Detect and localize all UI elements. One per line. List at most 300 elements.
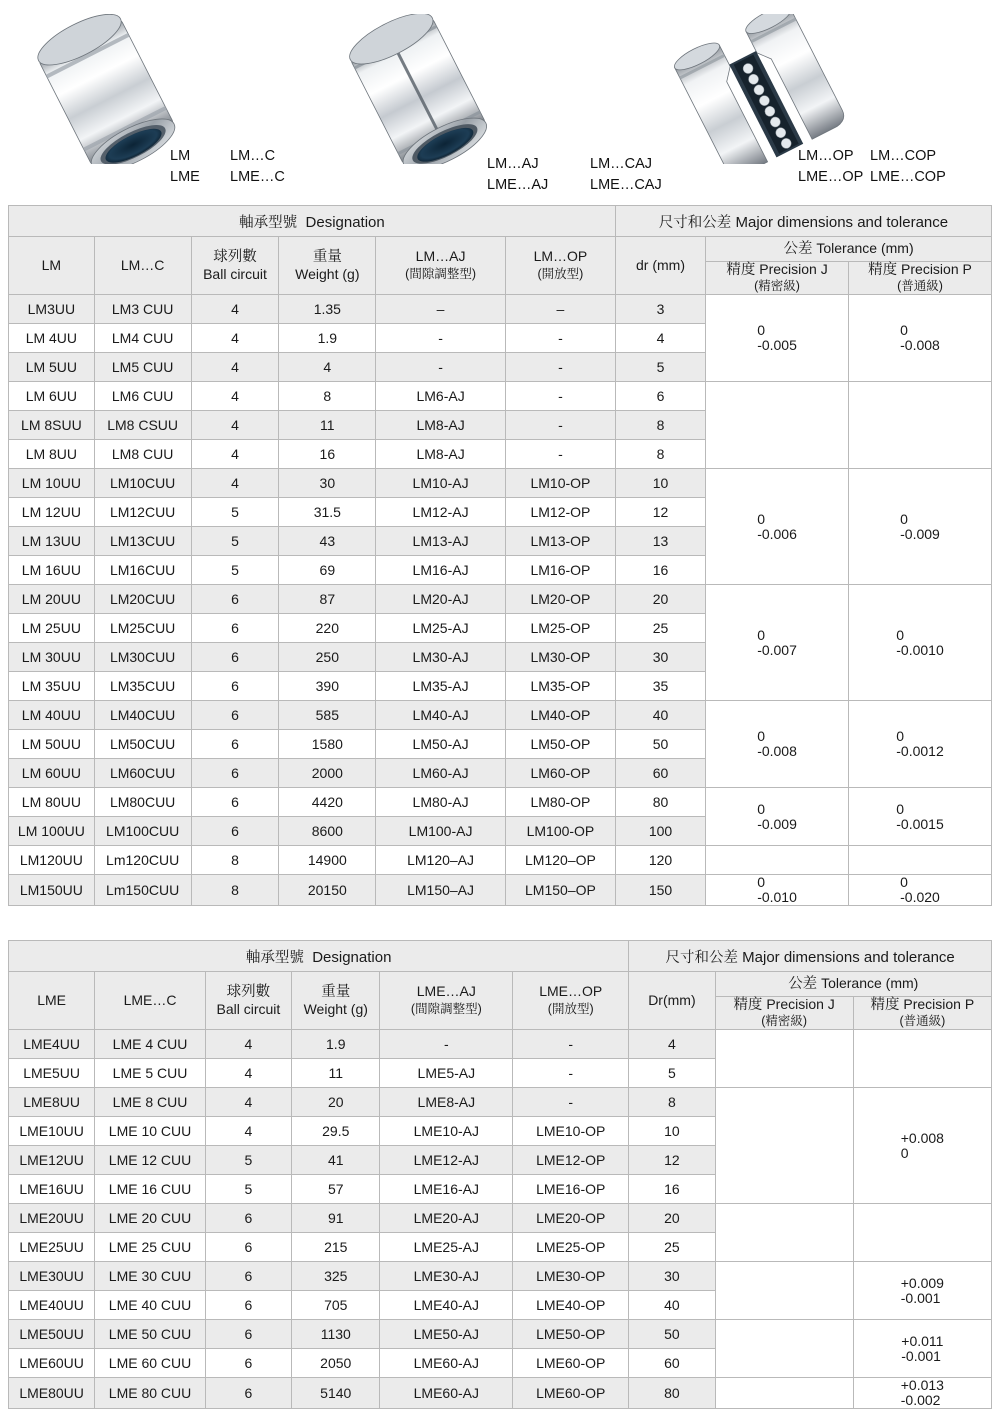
label-lm-op: LM…OP xyxy=(798,148,854,164)
cell-dr: 60 xyxy=(615,759,705,788)
table-row xyxy=(9,1204,992,1233)
cell-op: LM10-OP xyxy=(505,469,615,498)
cell-aj: LME60-AJ xyxy=(380,1378,513,1409)
cell-lmc: LM3 CUU xyxy=(94,295,191,324)
lm-column-header-row xyxy=(9,237,992,262)
cell-dr: 12 xyxy=(615,498,705,527)
cell-weight: 2050 xyxy=(292,1349,380,1378)
label-lme-aj: LME…AJ xyxy=(487,177,549,193)
cell-lmc: LM20CUU xyxy=(94,585,191,614)
cell-lmec: LME 20 CUU xyxy=(95,1204,206,1233)
cell-op: LM13-OP xyxy=(505,527,615,556)
cell-lmec: LME 5 CUU xyxy=(95,1059,206,1088)
cell-dr: 6 xyxy=(615,382,705,411)
cell-precision-p: 0 -0.0015 xyxy=(849,788,992,846)
cell-lm: LM150UU xyxy=(9,875,95,906)
cell-dr: 60 xyxy=(629,1349,715,1378)
cell-op: - xyxy=(505,382,615,411)
cell-precision-j xyxy=(706,846,849,875)
cell-aj: LM150–AJ xyxy=(376,875,506,906)
cell-weight: 215 xyxy=(292,1233,380,1262)
cell-weight: 57 xyxy=(292,1175,380,1204)
cell-lme: LME4UU xyxy=(9,1030,95,1059)
cell-ball: 4 xyxy=(205,1059,291,1088)
cell-op: LM80-OP xyxy=(505,788,615,817)
cell-aj: LM12-AJ xyxy=(376,498,506,527)
cell-lme: LME40UU xyxy=(9,1291,95,1320)
cell-dr: 50 xyxy=(629,1320,715,1349)
cell-lmc: Lm120CUU xyxy=(94,846,191,875)
cell-precision-j xyxy=(715,1378,853,1409)
table-row xyxy=(9,1030,992,1059)
cell-dr: 25 xyxy=(615,614,705,643)
cell-ball: 6 xyxy=(191,759,279,788)
cell-op: LM50-OP xyxy=(505,730,615,759)
cell-lmc: LM80CUU xyxy=(94,788,191,817)
cell-weight: 11 xyxy=(279,411,376,440)
cell-lmc: LM16CUU xyxy=(94,556,191,585)
table-row xyxy=(9,382,992,411)
cell-dr: 40 xyxy=(629,1291,715,1320)
cell-aj: LME30-AJ xyxy=(380,1262,513,1291)
cell-ball: 4 xyxy=(191,382,279,411)
col-aj: LM…AJ (間隙調整型) xyxy=(376,237,506,295)
cell-lmc: LM35CUU xyxy=(94,672,191,701)
cell-op: - xyxy=(505,440,615,469)
cell-lmc: LM5 CUU xyxy=(94,353,191,382)
lm-specification-table xyxy=(8,205,992,906)
cell-op: LM20-OP xyxy=(505,585,615,614)
cell-op: LME50-OP xyxy=(513,1320,629,1349)
cell-op: LME60-OP xyxy=(513,1378,629,1409)
cell-weight: 8600 xyxy=(279,817,376,846)
cell-lm: LM 35UU xyxy=(9,672,95,701)
cell-weight: 1.9 xyxy=(279,324,376,353)
cell-precision-j: 0 -0.009 xyxy=(706,788,849,846)
cell-lme: LME30UU xyxy=(9,1262,95,1291)
cell-precision-j xyxy=(706,382,849,469)
col-lme-c: LME…C xyxy=(95,972,206,1030)
cell-weight: 11 xyxy=(292,1059,380,1088)
cell-lmc: LM40CUU xyxy=(94,701,191,730)
cell-lmec: LME 30 CUU xyxy=(95,1262,206,1291)
cell-op: LME10-OP xyxy=(513,1117,629,1146)
cell-ball: 6 xyxy=(191,614,279,643)
cell-lmec: LME 8 CUU xyxy=(95,1088,206,1117)
col-weight: 重量 Weight (g) xyxy=(279,237,376,295)
table-row xyxy=(9,1262,992,1291)
cell-precision-p: 0 -0.008 xyxy=(849,295,992,382)
cell-dr: 12 xyxy=(629,1146,715,1175)
cell-aj: LM35-AJ xyxy=(376,672,506,701)
cell-ball: 6 xyxy=(205,1262,291,1291)
col-aj: LME…AJ (間隙調整型) xyxy=(380,972,513,1030)
cell-precision-p xyxy=(853,1030,991,1088)
cell-weight: 14900 xyxy=(279,846,376,875)
cell-aj: LM120–AJ xyxy=(376,846,506,875)
cell-ball: 6 xyxy=(191,585,279,614)
cell-ball: 8 xyxy=(191,846,279,875)
cell-lme: LME16UU xyxy=(9,1175,95,1204)
adjustable-bearing-labels xyxy=(487,154,662,196)
cell-op: LM60-OP xyxy=(505,759,615,788)
table-row xyxy=(9,1320,992,1349)
cell-ball: 4 xyxy=(205,1088,291,1117)
lm-group-header-row xyxy=(9,206,992,237)
label-lm-cop: LM…COP xyxy=(870,148,937,164)
cell-op: LM30-OP xyxy=(505,643,615,672)
cell-lm: LM 10UU xyxy=(9,469,95,498)
cell-weight: 4 xyxy=(279,353,376,382)
cell-dr: 100 xyxy=(615,817,705,846)
cell-precision-p: 0 -0.020 xyxy=(849,875,992,906)
label-lm-aj: LM…AJ xyxy=(487,156,539,172)
cell-weight: 69 xyxy=(279,556,376,585)
cell-dr: 8 xyxy=(629,1088,715,1117)
cell-weight: 8 xyxy=(279,382,376,411)
cell-dr: 4 xyxy=(615,324,705,353)
cell-op: LM150–OP xyxy=(505,875,615,906)
cell-dr: 5 xyxy=(615,353,705,382)
col-precision-p: 精度 Precision P (普通級) xyxy=(849,262,992,295)
cell-lmec: LME 16 CUU xyxy=(95,1175,206,1204)
table-row xyxy=(9,469,992,498)
cell-lme: LME12UU xyxy=(9,1146,95,1175)
cell-op: LME12-OP xyxy=(513,1146,629,1175)
cell-lme: LME60UU xyxy=(9,1349,95,1378)
cell-ball: 6 xyxy=(191,730,279,759)
cell-lm: LM 40UU xyxy=(9,701,95,730)
cell-aj: LM8-AJ xyxy=(376,440,506,469)
cell-lmc: LM8 CSUU xyxy=(94,411,191,440)
table-row xyxy=(9,585,992,614)
cell-weight: 220 xyxy=(279,614,376,643)
label-lm-c: LM…C xyxy=(230,148,276,164)
cell-dr: 50 xyxy=(615,730,705,759)
cell-precision-j xyxy=(715,1262,853,1320)
cell-aj: - xyxy=(380,1030,513,1059)
cell-dr: 4 xyxy=(629,1030,715,1059)
cell-op: - xyxy=(505,324,615,353)
cell-weight: 41 xyxy=(292,1146,380,1175)
adjustable-bearing-image xyxy=(330,14,525,164)
table-row xyxy=(9,1378,992,1409)
cell-ball: 6 xyxy=(205,1378,291,1409)
cell-ball: 6 xyxy=(205,1291,291,1320)
cell-lme: LME25UU xyxy=(9,1233,95,1262)
cell-ball: 4 xyxy=(205,1117,291,1146)
cell-dr: 16 xyxy=(629,1175,715,1204)
cell-ball: 4 xyxy=(205,1030,291,1059)
cell-dr: 40 xyxy=(615,701,705,730)
cell-weight: 1580 xyxy=(279,730,376,759)
col-precision-j: 精度 Precision J (精密級) xyxy=(706,262,849,295)
cell-precision-j xyxy=(715,1204,853,1262)
cell-aj: LME10-AJ xyxy=(380,1117,513,1146)
label-lm-caj: LM…CAJ xyxy=(590,156,653,172)
cell-weight: 29.5 xyxy=(292,1117,380,1146)
cell-op: LME60-OP xyxy=(513,1349,629,1378)
cell-dr: 120 xyxy=(615,846,705,875)
col-weight: 重量 Weight (g) xyxy=(292,972,380,1030)
cell-aj: LM40-AJ xyxy=(376,701,506,730)
cell-dr: 10 xyxy=(629,1117,715,1146)
cell-precision-j xyxy=(715,1088,853,1204)
cell-ball: 6 xyxy=(205,1349,291,1378)
cell-weight: 20150 xyxy=(279,875,376,906)
cell-aj: LM20-AJ xyxy=(376,585,506,614)
cell-lm: LM 6UU xyxy=(9,382,95,411)
cell-lme: LME10UU xyxy=(9,1117,95,1146)
closed-bearing-image xyxy=(22,14,212,164)
cell-op: LME16-OP xyxy=(513,1175,629,1204)
col-op: LM…OP (開放型) xyxy=(505,237,615,295)
cell-ball: 6 xyxy=(205,1320,291,1349)
cell-op: LME30-OP xyxy=(513,1262,629,1291)
cell-op: - xyxy=(513,1088,629,1117)
cell-op: LM120–OP xyxy=(505,846,615,875)
cell-aj: LM8-AJ xyxy=(376,411,506,440)
cell-lmc: LM60CUU xyxy=(94,759,191,788)
cell-weight: 1.35 xyxy=(279,295,376,324)
cell-aj: – xyxy=(376,295,506,324)
col-dr: dr (mm) xyxy=(615,237,705,295)
cell-op: LM25-OP xyxy=(505,614,615,643)
cell-lm: LM 20UU xyxy=(9,585,95,614)
cell-aj: LME5-AJ xyxy=(380,1059,513,1088)
cell-ball: 5 xyxy=(205,1146,291,1175)
cell-weight: 585 xyxy=(279,701,376,730)
cell-dr: 150 xyxy=(615,875,705,906)
cell-dr: 13 xyxy=(615,527,705,556)
col-lm-c: LM…C xyxy=(94,237,191,295)
cell-weight: 91 xyxy=(292,1204,380,1233)
cell-precision-p: 0 -0.0012 xyxy=(849,701,992,788)
cell-lm: LM 50UU xyxy=(9,730,95,759)
cell-lmc: LM10CUU xyxy=(94,469,191,498)
cell-lm: LM 13UU xyxy=(9,527,95,556)
cell-lm: LM 12UU xyxy=(9,498,95,527)
lm-designation-group: 軸承型號 Designation xyxy=(9,206,616,237)
cell-lm: LM 80UU xyxy=(9,788,95,817)
cell-aj: LM80-AJ xyxy=(376,788,506,817)
cell-aj: LME20-AJ xyxy=(380,1204,513,1233)
cell-aj: LME50-AJ xyxy=(380,1320,513,1349)
cell-dr: 80 xyxy=(629,1378,715,1409)
cell-dr: 30 xyxy=(629,1262,715,1291)
cell-dr: 3 xyxy=(615,295,705,324)
cell-weight: 16 xyxy=(279,440,376,469)
cell-dr: 20 xyxy=(615,585,705,614)
label-lme-op: LME…OP xyxy=(798,169,864,185)
label-lm: LM xyxy=(170,148,191,164)
cell-aj: LM25-AJ xyxy=(376,614,506,643)
cell-weight: 4420 xyxy=(279,788,376,817)
cell-lm: LM120UU xyxy=(9,846,95,875)
cell-ball: 6 xyxy=(205,1233,291,1262)
cell-ball: 4 xyxy=(191,440,279,469)
cell-ball: 5 xyxy=(191,527,279,556)
lme-column-header-row xyxy=(9,972,992,997)
cell-lm: LM 4UU xyxy=(9,324,95,353)
cell-lm: LM 60UU xyxy=(9,759,95,788)
cell-dr: 10 xyxy=(615,469,705,498)
cell-ball: 4 xyxy=(191,324,279,353)
cell-precision-p xyxy=(849,382,992,469)
cell-precision-p: 0 -0.009 xyxy=(849,469,992,585)
cell-dr: 16 xyxy=(615,556,705,585)
lme-group-header-row xyxy=(9,941,992,972)
cell-dr: 8 xyxy=(615,440,705,469)
lme-specification-table xyxy=(8,940,992,1409)
label-lme-cop: LME…COP xyxy=(870,169,946,185)
open-bearing-labels xyxy=(798,146,946,188)
cell-lm: LM 30UU xyxy=(9,643,95,672)
cell-op: - xyxy=(513,1030,629,1059)
cell-aj: LM50-AJ xyxy=(376,730,506,759)
cell-op: LME40-OP xyxy=(513,1291,629,1320)
cell-weight: 5140 xyxy=(292,1378,380,1409)
cell-dr: 35 xyxy=(615,672,705,701)
cell-aj: - xyxy=(376,353,506,382)
cell-weight: 31.5 xyxy=(279,498,376,527)
cell-aj: LM60-AJ xyxy=(376,759,506,788)
cell-lm: LM 100UU xyxy=(9,817,95,846)
cell-op: - xyxy=(505,353,615,382)
product-images xyxy=(0,0,1000,205)
cell-precision-p: +0.011 -0.001 xyxy=(853,1320,991,1378)
cell-weight: 250 xyxy=(279,643,376,672)
cell-op: LM35-OP xyxy=(505,672,615,701)
col-ball-circuit: 球列數 Ball circuit xyxy=(191,237,279,295)
cell-lme: LME20UU xyxy=(9,1204,95,1233)
cell-lmec: LME 60 CUU xyxy=(95,1349,206,1378)
col-tolerance-group: 公差 Tolerance (mm) xyxy=(706,237,992,262)
cell-lme: LME8UU xyxy=(9,1088,95,1117)
col-ball-circuit: 球列數 Ball circuit xyxy=(205,972,291,1030)
cell-op: LM100-OP xyxy=(505,817,615,846)
cell-weight: 43 xyxy=(279,527,376,556)
cell-aj: LM13-AJ xyxy=(376,527,506,556)
cell-op: LM16-OP xyxy=(505,556,615,585)
cell-ball: 6 xyxy=(191,817,279,846)
cell-aj: LME40-AJ xyxy=(380,1291,513,1320)
cell-lm: LM 25UU xyxy=(9,614,95,643)
cell-precision-p: +0.008 0 xyxy=(853,1088,991,1204)
cell-precision-j xyxy=(715,1030,853,1088)
cell-op: - xyxy=(513,1059,629,1088)
cell-weight: 1.9 xyxy=(292,1030,380,1059)
cell-lmc: LM25CUU xyxy=(94,614,191,643)
cell-weight: 325 xyxy=(292,1262,380,1291)
cell-weight: 87 xyxy=(279,585,376,614)
cell-lmec: LME 12 CUU xyxy=(95,1146,206,1175)
cell-op: LME25-OP xyxy=(513,1233,629,1262)
cell-op: – xyxy=(505,295,615,324)
cell-dr: 20 xyxy=(629,1204,715,1233)
col-dr: Dr(mm) xyxy=(629,972,715,1030)
cell-precision-p xyxy=(853,1204,991,1262)
cell-lm: LM 16UU xyxy=(9,556,95,585)
cell-aj: LME25-AJ xyxy=(380,1233,513,1262)
cell-dr: 5 xyxy=(629,1059,715,1088)
cell-ball: 6 xyxy=(191,701,279,730)
table-row xyxy=(9,1088,992,1117)
cell-dr: 80 xyxy=(615,788,705,817)
cell-lmc: LM13CUU xyxy=(94,527,191,556)
cell-lm: LM 8SUU xyxy=(9,411,95,440)
lme-designation-group: 軸承型號 Designation xyxy=(9,941,629,972)
col-precision-j: 精度 Precision J (精密級) xyxy=(715,997,853,1030)
cell-aj: LME8-AJ xyxy=(380,1088,513,1117)
open-bearing-image xyxy=(648,14,878,164)
cell-aj: LM10-AJ xyxy=(376,469,506,498)
cell-aj: LME60-AJ xyxy=(380,1349,513,1378)
cell-aj: - xyxy=(376,324,506,353)
cell-precision-j: 0 -0.006 xyxy=(706,469,849,585)
cell-precision-j: 0 -0.005 xyxy=(706,295,849,382)
table-row xyxy=(9,846,992,875)
cell-aj: LM30-AJ xyxy=(376,643,506,672)
cell-lmc: LM50CUU xyxy=(94,730,191,759)
cell-precision-j: 0 -0.010 xyxy=(706,875,849,906)
cell-lmec: LME 10 CUU xyxy=(95,1117,206,1146)
cell-precision-j: 0 -0.007 xyxy=(706,585,849,701)
cell-weight: 390 xyxy=(279,672,376,701)
cell-aj: LME12-AJ xyxy=(380,1146,513,1175)
cell-aj: LM6-AJ xyxy=(376,382,506,411)
col-tolerance-group: 公差 Tolerance (mm) xyxy=(715,972,991,997)
cell-ball: 6 xyxy=(191,643,279,672)
cell-dr: 8 xyxy=(615,411,705,440)
table-row xyxy=(9,875,992,906)
cell-ball: 4 xyxy=(191,353,279,382)
lme-dimensions-group: 尺寸和公差 Major dimensions and tolerance xyxy=(629,941,992,972)
cell-aj: LM100-AJ xyxy=(376,817,506,846)
cell-precision-j xyxy=(715,1320,853,1378)
cell-ball: 5 xyxy=(191,556,279,585)
cell-lmc: LM8 CUU xyxy=(94,440,191,469)
cell-ball: 5 xyxy=(205,1175,291,1204)
cell-weight: 1130 xyxy=(292,1320,380,1349)
cell-ball: 6 xyxy=(191,672,279,701)
col-precision-p: 精度 Precision P (普通級) xyxy=(853,997,991,1030)
table-row xyxy=(9,701,992,730)
cell-ball: 5 xyxy=(191,498,279,527)
cell-lmec: LME 40 CUU xyxy=(95,1291,206,1320)
cell-lme: LME80UU xyxy=(9,1378,95,1409)
cell-weight: 705 xyxy=(292,1291,380,1320)
cell-lmec: LME 4 CUU xyxy=(95,1030,206,1059)
cell-ball: 6 xyxy=(205,1204,291,1233)
cell-aj: LM16-AJ xyxy=(376,556,506,585)
cell-lmc: LM100CUU xyxy=(94,817,191,846)
cell-lmc: LM30CUU xyxy=(94,643,191,672)
label-lme: LME xyxy=(170,169,200,185)
cell-aj: LME16-AJ xyxy=(380,1175,513,1204)
cell-lmec: LME 80 CUU xyxy=(95,1378,206,1409)
cell-lmc: LM6 CUU xyxy=(94,382,191,411)
cell-lm: LM 5UU xyxy=(9,353,95,382)
cell-lmc: LM12CUU xyxy=(94,498,191,527)
cell-lm: LM3UU xyxy=(9,295,95,324)
lm-dimensions-group: 尺寸和公差 Major dimensions and tolerance xyxy=(615,206,991,237)
label-lme-caj: LME…CAJ xyxy=(590,177,662,193)
cell-lmc: Lm150CUU xyxy=(94,875,191,906)
cell-op: LM12-OP xyxy=(505,498,615,527)
cell-lmc: LM4 CUU xyxy=(94,324,191,353)
cell-ball: 4 xyxy=(191,411,279,440)
